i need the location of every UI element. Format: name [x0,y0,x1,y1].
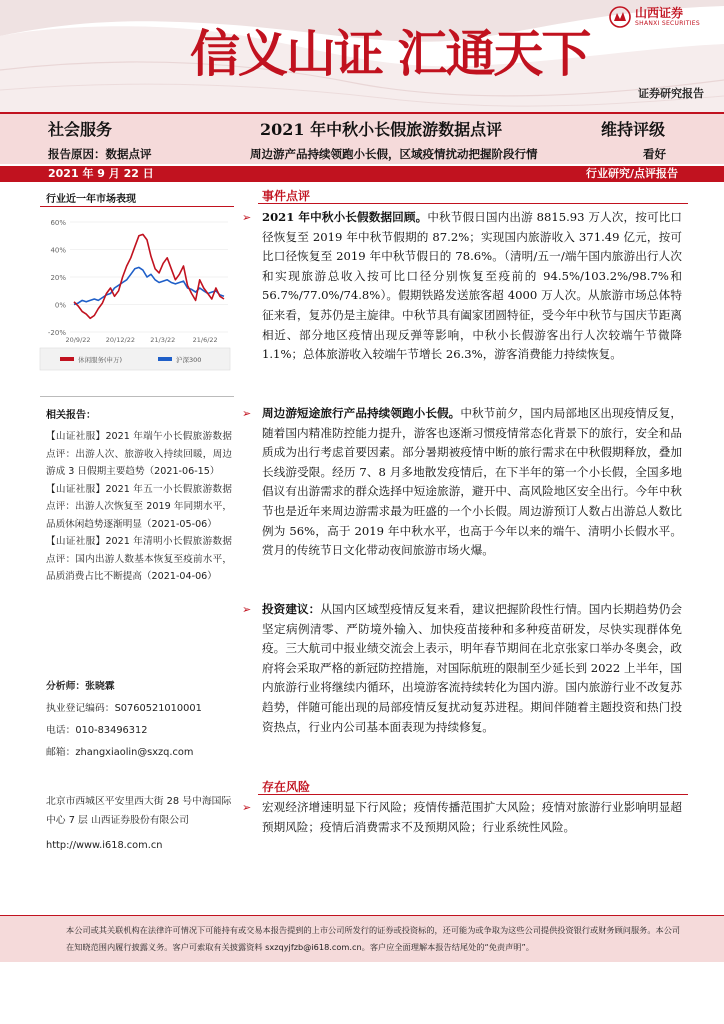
x-tick-label: 20/9/22 [65,336,91,344]
company-website[interactable]: http://www.i618.com.cn [46,840,163,851]
report-reason: 报告原因：数据点评 [48,147,152,161]
bullet-arrow-icon: ➢ [242,211,252,224]
event-paragraph-2 [242,404,682,561]
risks-heading: 存在风险 [262,780,311,794]
rating-label: 维持评级 [601,120,666,139]
related-report-item[interactable]: 【山证社服】2021 年清明小长假旅游数据点评：国内出游人数基本恢复至疫前水平，品质消费占比不断提高（2021-04-06） [46,536,232,582]
paragraph-body: 中秋节前夕，国内局部地区出现疫情反复，随着国内精准防控能力提升，游客也逐渐习惯疫情常态化背景下的旅行，安全和品质成为出行考虑首要因素。部分暑期被疫情中断的旅行需求在中秋假期释放，叠加长线游受限。经历 7、8 月多地散发疫情后，在下半年的第一个小长假，全国多地倡议有出游需求的群众选择中短途旅游，避开中、高风险地区安全出行。今年中秋节也是近年来周边游需求最为旺盛的一个小长假。周边游预订人数占出游总人数比例为 56%，高于 2019 年中秋水平，也高于今年以来的端午、清明小长假水平。赏月的传统节日文化带动夜间旅游市场火爆。 [262,406,682,558]
legend-swatch [158,357,172,361]
paragraph-lead: 2021 年中秋小长假数据回顾。 [262,210,428,224]
paragraph-lead: 投资建议： [262,602,321,616]
x-tick-label: 20/12/22 [105,336,135,344]
report-date: 2021 年 9 月 22 日 [48,167,154,180]
paragraph-body: 中秋节假日国内出游 8815.93 万人次，按可比口径恢复至 2019 年中秋节假期的 87.2%；实现国内旅游收入 371.49 亿元，按可比口径恢复至 2019 年中秋节假日的 78.6%。（清明/五一/端午国内旅游出行人次和实现旅游总收入按可比口径分别恢复至疫前的 94.5%/103.2%/98.7%和 56.7%/77.0%/74.8%）。假期铁路发送旅客超 4000 万人次。从旅游市场总体特征来看，复苏仍是主旋律。中秋节具有阖家团圆特征，受今年中秋节与国庆节距离相近、部分地区疫情出现反弹等影响，中秋小长假游客出行人次较端午节微降 1.1%；总体旅游收入较端午节增长 26.3%，游客消费能力持续恢复。 [262,210,682,362]
y-tick-label: 60% [50,219,66,227]
shanxi-securities-logo-icon [609,6,631,28]
footer-disclaimer: 本公司或其关联机构在法律许可情况下可能持有或交易本报告提到的上市公司所发行的证券或投资标的，还可能为或争取为这些公司提供投资银行或财务顾问服务。本公司在知晓范围内履行披露义务。客户可索取有关披露资料 sxzqyjfzb@i618.com.cn。客户应全面理解本报告结尾处的“免责声明”。 [66,925,681,952]
x-tick-label: 21/3/22 [150,336,176,344]
research-report-tag: 证券研究报告 [638,87,704,100]
related-report-item[interactable]: 【山证社服】2021 年五一小长假旅游数据点评：出游人次恢复至 2019 年同期水平，品质休闲趋势逐渐明显（2021-05-06） [46,483,232,530]
series-line-hs300 [74,267,224,304]
risks-body: 宏观经济增速明显下行风险；疫情传播范围扩大风险；疫情对旅游行业影响明显超预期风险；疫情后消费需求不及预期风险；行业系统性风险。 [262,800,682,834]
events-heading: 事件点评 [262,189,311,203]
company-address-block [46,792,232,855]
legend-label: 休闲服务(申万) [78,356,123,364]
market-performance-chart [36,208,234,388]
bullet-arrow-icon: ➢ [242,407,252,420]
company-logo [609,6,700,28]
chart-title: 行业近一年市场表现 [46,194,136,205]
report-type: 行业研究/点评报告 [585,167,678,180]
bullet-arrow-icon: ➢ [242,603,252,616]
bullet-arrow-icon: ➢ [242,801,252,814]
analyst-cert: 执业登记编码：S0760521010001 [46,703,202,714]
logo-chinese-name: 山西证券 [635,6,684,20]
related-reports-list [46,428,232,586]
x-tick-label: 21/6/22 [192,336,218,344]
analyst-phone: 电话：010-83496312 [46,725,148,736]
paragraph-body: 从国内区域型疫情反复来看，建议把握阶段性行情。国内长期趋势仍会坚定病例清零、严防境外输入、加快疫苗接种和多种疫苗研发，尽快实现群体免疫。三大航司中报业绩交流会上表示，明年春节期间在北京张家口举办冬奥会，政府将会采取严格的新冠防控措施，对国际航班的限制至少延长到 2022 上半年，国内旅游行业将继续内循环，出境游客流持续转化为国内游。国内旅游行业不改复苏趋势，伴随可能出现的局部疫情反复扰动复苏进程。期间伴随着主题投资和热门投资热点，行业内公司基本面表现为持续修复。 [262,602,682,734]
y-tick-label: 20% [50,274,66,282]
analyst-info [46,676,232,764]
chart-title-rule [40,206,234,207]
y-tick-label: 40% [50,246,66,255]
logo-english-name: SHANXI SECURITIES [635,20,700,27]
sidebar-divider [40,396,234,397]
sector-label: 社会服务 [48,120,113,139]
related-reports-title: 相关报告： [46,410,96,421]
y-tick-label: -20% [47,329,66,337]
rating-view: 看好 [643,147,666,161]
analyst-email[interactable]: 邮箱：zhangxiaolin@sxzq.com [46,747,194,758]
legend-label: 沪深300 [176,356,202,364]
risks-heading-rule [258,794,688,795]
paragraph-lead: 周边游短途旅行产品持续领跑小长假。 [262,406,461,420]
risks-paragraph [242,798,682,837]
report-title: 2021 年中秋小长假旅游数据点评 [260,120,503,139]
events-heading-rule [258,203,688,204]
event-paragraph-3 [242,600,682,737]
legend-swatch [60,357,74,361]
company-address: 北京市西城区平安里西大街 28 号中海国际中心 7 层 山西证券股份有限公司 [46,796,232,826]
related-report-item[interactable]: 【山证社服】2021 年端午小长假旅游数据点评：出游人次、旅游收入持续回暖，周边游成 3 日假期主要趋势（2021-06-15） [46,431,232,477]
report-subtitle: 周边游产品持续领跑小长假，区域疫情扰动把握阶段行情 [250,147,538,161]
analyst-name: 分析师：张晓霖 [46,681,115,692]
brand-slogan: 信义山证 汇通天下 [190,24,590,83]
event-paragraph-1 [242,208,682,365]
y-tick-label: 0% [54,301,66,310]
